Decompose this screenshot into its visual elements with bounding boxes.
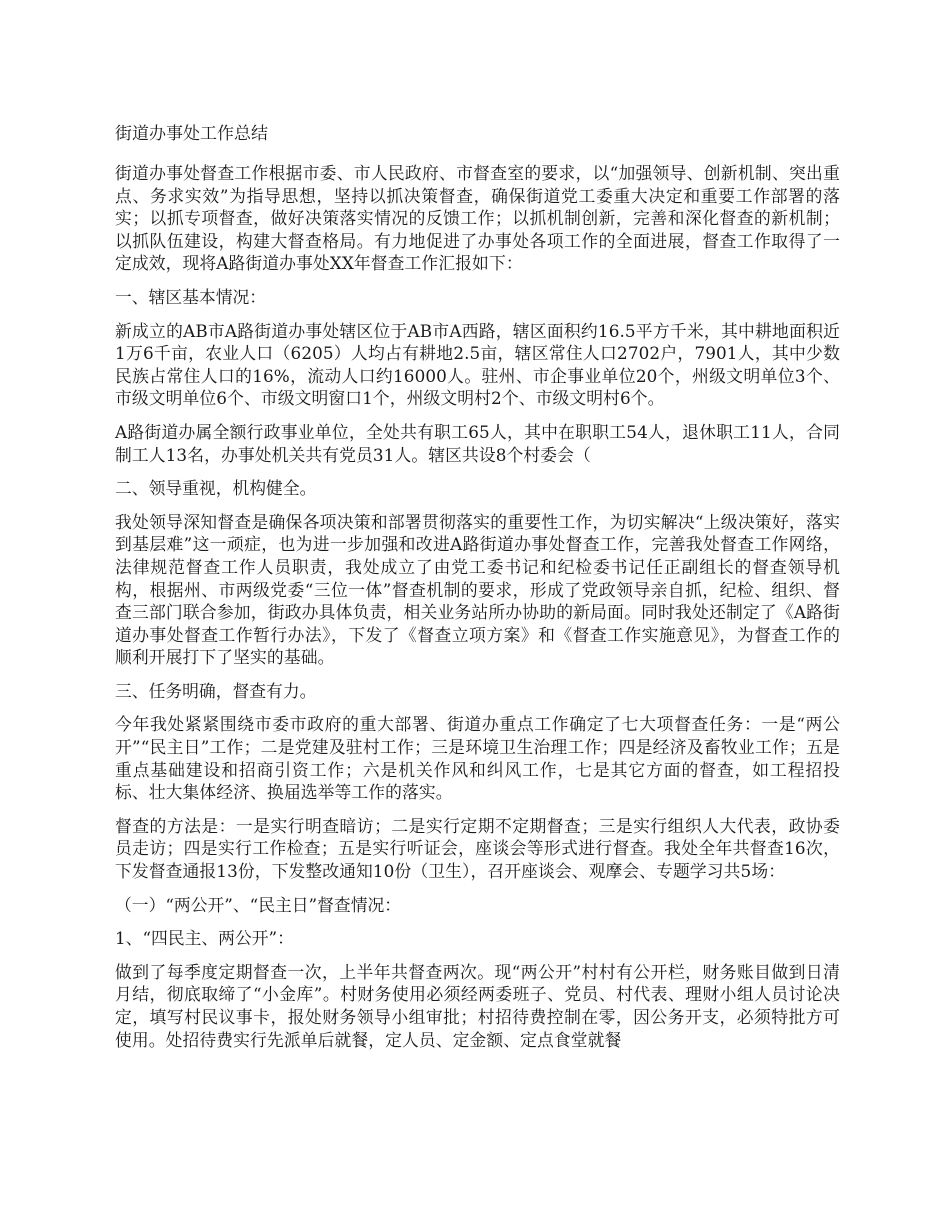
- paragraph-area-overview: 新成立的AB市A路街道办事处辖区位于AB市A西路，辖区面积约16.5平方千米，其中耕地面积近1万6千亩，农业人口（6205）人均占有耕地2.5亩，辖区常住人口2702户，7901人，其中少数民族占常住人口的16%，流动人口约16000人。驻州、市企事业单位20个，州级文明单位3个、市级文明单位6个、市级文明窗口1个，州级文明村2个、市级文明村6个。: [115, 320, 840, 409]
- paragraph-tasks: 今年我处紧紧围绕市委市政府的重大部署、街道办重点工作确定了七大项督查任务：一是“两公开”“民主日”工作；二是党建及驻村工作；三是环境卫生治理工作；四是经济及畜牧业工作；五是重点基础建设和招商引资工作；六是机关作风和纠风工作，七是其它方面的督查，如工程招投标、壮大集体经济、换届选举等工作的落实。: [115, 714, 840, 803]
- paragraph-disclosure: 做到了每季度定期督查一次，上半年共督查两次。现“两公开”村村有公开栏，财务账目做到日清月结，彻底取缔了“小金库”。村财务使用必须经两委班子、党员、村代表、理财小组人员讨论决定，填写村民议事卡，报处财务领导小组审批；村招待费控制在零，因公务开支，必须特批方可使用。处招待费实行先派单后就餐，定人员、定金额、定点食堂就餐: [115, 961, 840, 1050]
- paragraph-intro: 街道办事处督查工作根据市委、市人民政府、市督查室的要求，以“加强领导、创新机制、突出重点、务求实效”为指导思想，坚持以抓决策督查，确保街道党工委重大决定和重要工作部署的落实；以抓专项督查，做好决策落实情况的反馈工作；以抓机制创新，完善和深化督查的新机制；以抓队伍建设，构建大督查格局。有力地促进了办事处各项工作的全面进展，督查工作取得了一定成效，现将A路街道办事处XX年督查工作汇报如下：: [115, 163, 840, 274]
- paragraph-methods: 督查的方法是：一是实行明查暗访；二是实行定期不定期督查；三是实行组织人大代表，政协委员走访；四是实行工作检查；五是实行听证会，座谈会等形式进行督查。我处全年共督查16次，下发督查通报13份，下发整改通知10份（卫生），召开座谈会、观摩会、专题学习共5场：: [115, 815, 840, 882]
- subsection-heading-1-1: 1、“四民主、两公开”：: [115, 928, 294, 949]
- section-heading-1: 一、辖区基本情况：: [115, 286, 267, 307]
- subsection-heading-1: （一）“两公开”、“民主日”督查情况：: [115, 894, 402, 915]
- section-heading-3: 三、任务明确，督查有力。: [115, 680, 317, 701]
- document-title: 街道办事处工作总结: [115, 124, 268, 144]
- paragraph-leadership: 我处领导深知督查是确保各项决策和部署贯彻落实的重要性工作，为切实解决“上级决策好，落实到基层难”这一顽症，也为进一步加强和改进A路街道办事处督查工作，完善我处督查工作网络，法律规范督查工作人员职责，我处成立了由党工委书记和纪检委书记任正副组长的督查领导机构，根据州、市两级党委“三位一体”督查机制的要求，形成了党政领导亲自抓，纪检、组织、督查三部门联合参加，街政办具体负责，相关业务站所办协助的新局面。同时我处还制定了《A路街道办事处督查工作暂行办法》，下发了《督查立项方案》和《督查工作实施意见》，为督查工作的顺利开展打下了坚实的基础。: [115, 511, 840, 668]
- section-heading-2: 二、领导重视，机构健全。: [115, 478, 317, 499]
- document-body: [115, 122, 840, 1062]
- paragraph-staff-overview: A路街道办属全额行政事业单位，全处共有职工65人，其中在职职工54人，退休职工11人，合同制工人13名，办事处机关共有党员31人。辖区共设8个村委会（: [115, 421, 840, 465]
